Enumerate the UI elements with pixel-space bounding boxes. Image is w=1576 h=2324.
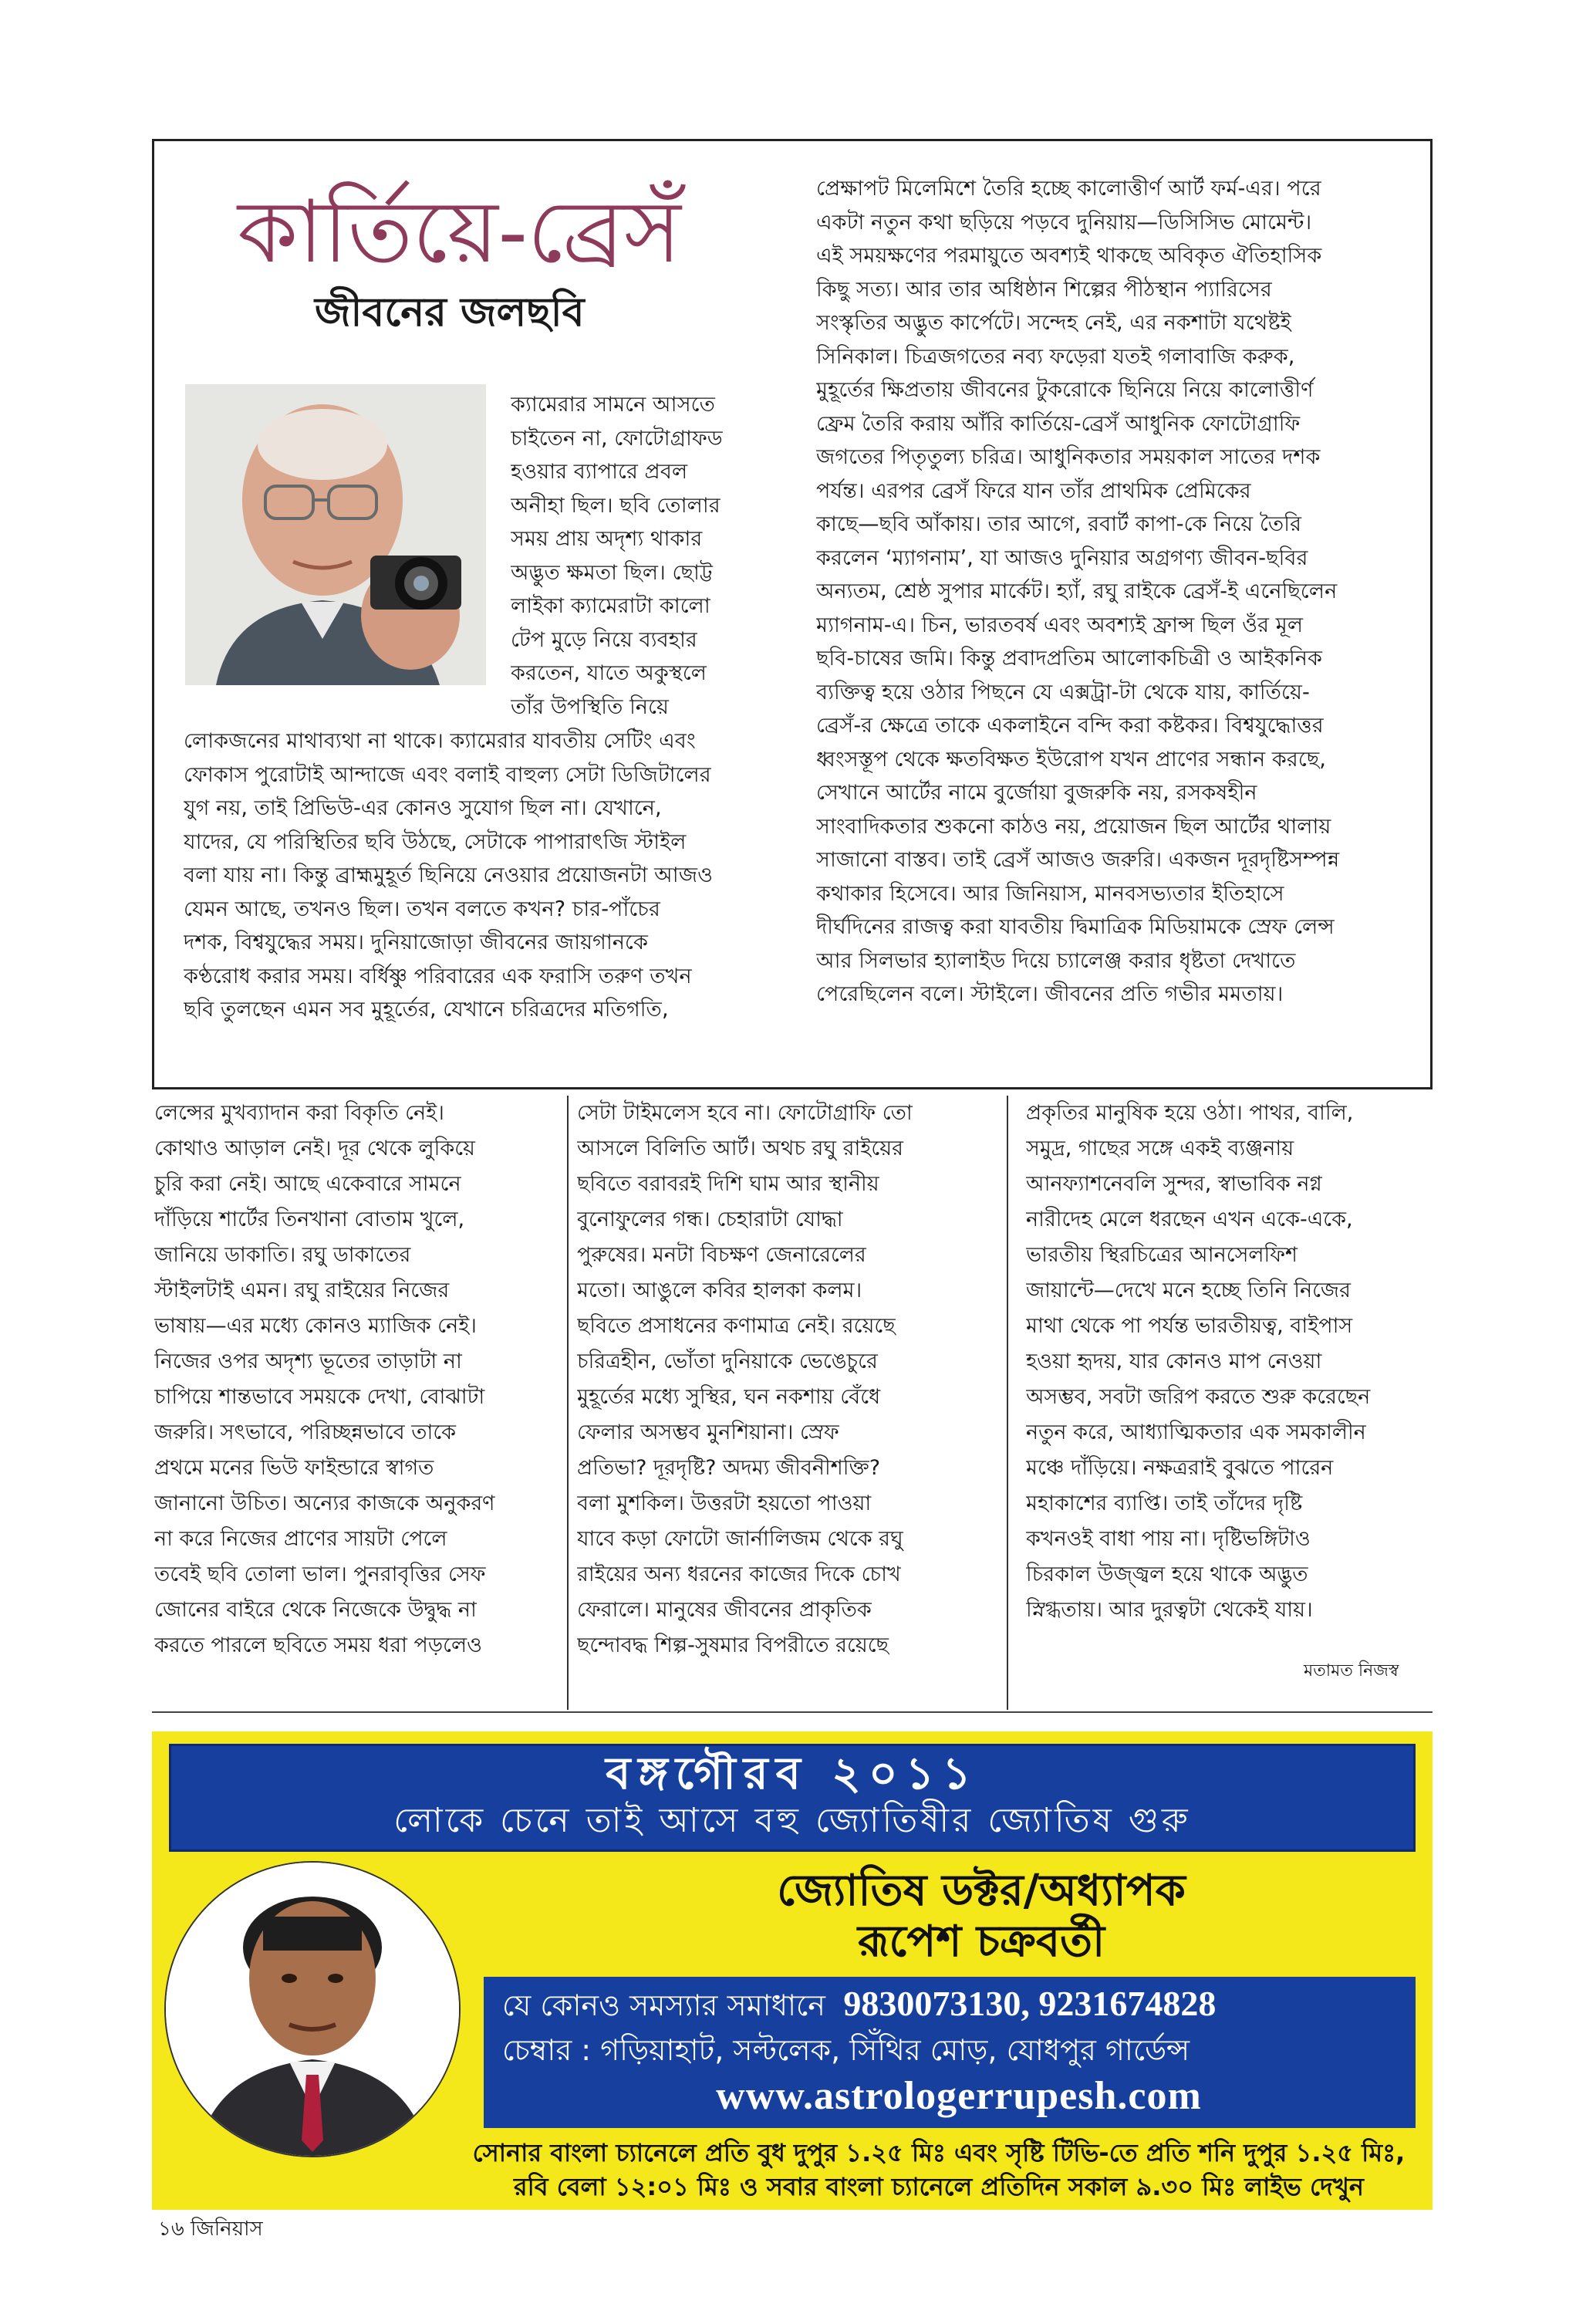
text-line: কখনওই বাধা পায় না। দৃষ্টিভঙ্গিটাও	[1026, 1527, 1311, 1551]
text-line: পর্যন্ত। এরপর ব্রেসঁ ফিরে যান তাঁর প্রাথমিক প্রেমিকের	[816, 478, 1251, 503]
text-line: ফোকাস পুরোটাই আন্দাজে এবং বলাই বাহুল্য সেটা ডিজিটালের	[184, 762, 711, 787]
text-line: কথাকার হিসেবে। আর জিনিয়াস, মানবসভ্যতার ইতিহাসে	[816, 881, 1284, 906]
text-line: ব্যক্তিত্ব হয়ে ওঠার পিছনে যে এক্সট্রা-টা থেকে যায়, কার্তিয়ে-	[816, 680, 1310, 704]
text-line: জগতের পিতৃতুল্য চরিত্র। আধুনিকতার সময়কাল সাতের দশক	[816, 445, 1321, 469]
text-line: বুনোফুলের গন্ধ। চেহারাটা যোদ্ধা	[577, 1208, 843, 1231]
text-line: ফ্রেম তৈরি করায় আঁরি কার্তিয়ে-ব্রেসঁ আধুনিক ফোটোগ্রাফি	[816, 411, 1301, 436]
text-line: প্রথমে মনের ভিউ ফাইন্ডারে স্বাগত	[154, 1456, 434, 1480]
portrait-photo	[185, 384, 486, 685]
article-subtitle: জীবনের জলছবি	[315, 289, 585, 336]
text-line: ছবিতে বরাবরই দিশি ঘাম আর স্থানীয়	[577, 1172, 879, 1196]
text-line: দাঁড়িয়ে শার্টের তিনখানা বোতাম খুলে,	[154, 1208, 465, 1231]
text-line: কাছে—ছবি আঁকায়। তার আগে, রবার্ট কাপা-কে নিয়ে তৈরি	[816, 512, 1302, 536]
text-line: ভাষায়—এর মধ্যে কোনও ম্যাজিক নেই।	[154, 1314, 477, 1338]
column-divider	[567, 1096, 569, 1710]
text-line: করতে পারলে ছবিতে সময় ধরা পড়লেও	[154, 1633, 482, 1657]
text-line: সমুদ্র, গাছের সঙ্গে একই ব্যঞ্জনায়	[1026, 1137, 1294, 1160]
ad-website: www.astrologerrupesh.com	[716, 2074, 1202, 2118]
text-line: আর সিলভার হ্যালাইড দিয়ে চ্যালেঞ্জ করার ধৃষ্টতা দেখাতে	[816, 948, 1296, 973]
text-line: তবেই ছবি তোলা ভাল। পুনরাবৃত্তির সেফ	[154, 1562, 486, 1586]
ad-band-tagline: লোকে চেনে তাই আসে বহু জ্যোতিষীর জ্যোতিষ গুরু	[393, 1801, 1191, 1840]
text-line: প্রকৃতির মানুষিক হয়ে ওঠা। পাথর, বালি,	[1026, 1101, 1354, 1125]
text-line: পেরেছিলেন বলে। স্টাইলে। জীবনের প্রতি গভীর মমতায়।	[816, 982, 1284, 1006]
text-line: বলা যায় না। কিন্তু ব্রাহ্মমুহূর্ত ছিনিয়ে নেওয়ার প্রয়োজনটা আজও	[184, 863, 714, 887]
text-line: করতেন, যাতে অকুস্থলে	[511, 661, 707, 685]
text-line: জায়ান্টে—দেখে মনে হচ্ছে তিনি নিজের	[1026, 1279, 1351, 1302]
text-line: না করে নিজের প্রাণের সায়টা পেলে	[154, 1527, 447, 1551]
text-line: সময় প্রায় অদৃশ্য থাকার	[511, 527, 703, 551]
text-line: জরুরি। সৎভাবে, পরিচ্ছন্নভাবে তাকে	[154, 1420, 457, 1444]
text-line: প্রতিভা? দূরদৃষ্টি? অদম্য জীবনীশক্তি?	[577, 1456, 881, 1480]
text-line: সাংবাদিকতার শুকনো কাঠও নয়, প্রয়োজন ছিল আর্টের থালায়	[816, 814, 1331, 839]
text-line: নতুন করে, আধ্যাত্মিকতার এক সমকালীন	[1026, 1420, 1366, 1444]
text-line: অদ্ভুত ক্ষমতা ছিল। ছোট্ট	[511, 560, 714, 585]
text-line: হওয়া হৃদয়, যার কোনও মাপ নেওয়া	[1026, 1349, 1322, 1373]
text-line: ক্যামেরার সামনে আসতে	[511, 393, 715, 417]
article-intro-wide	[184, 725, 801, 1027]
ad-astrologer-name: রূপেশ চক্রবর্তী	[857, 1917, 1105, 1967]
text-line: সাজানো বাস্তব। তাই ব্রেসঁ আজও জরুরি। একজন দূরদৃষ্টিসম্পন্ন	[816, 848, 1340, 872]
text-line: কিছু সত্য। আর তার অধিষ্ঠান শিল্পের পীঠস্থান প্যারিসের	[816, 277, 1272, 302]
text-line: চরিত্রহীন, ভোঁতা দুনিয়াকে ভেঙেচুরে	[577, 1349, 878, 1373]
text-line: যাদের, যে পরিস্থিতির ছবি উঠছে, সেটাকে পাপারাৎজি স্টাইল	[184, 829, 687, 854]
text-line: ধ্বংসস্তূপ থেকে ক্ষতবিক্ষত ইউরোপ যখন প্রাণের সন্ধান করছে,	[816, 747, 1326, 772]
text-line: ছবি তুলছেন এমন সব মুহূর্তের, যেখানে চরিত্রদের মতিগতি,	[184, 998, 669, 1022]
text-line: নারীদেহ মেলে ধরছেন এখন একে-একে,	[1026, 1208, 1353, 1231]
article-intro-narrow	[511, 388, 786, 724]
text-line: জানানো উচিত। অন্যের কাজকে অনুকরণ	[154, 1491, 495, 1515]
text-line: যাবে কড়া ফোটো জার্নালিজম থেকে রঘু	[577, 1527, 903, 1551]
text-line: লাইকা ক্যামেরাটা কালো	[511, 594, 710, 618]
text-column-2	[577, 1096, 980, 1664]
text-line: লোকজনের মাথাব্যথা না থাকে। ক্যামেরার যাবতীয় সেটিং এবং	[184, 729, 696, 753]
text-line: অন্যতম, শ্রেষ্ঠ সুপার মার্কেট। হ্যাঁ, রঘু রাইকে ব্রেসঁ-ই এনেছিলেন	[816, 579, 1338, 603]
text-line: মাথা থেকে পা পর্যন্ত ভারতীয়ত্ব, বাইপাস	[1026, 1314, 1353, 1338]
text-line: চাইতেন না, ফোটোগ্রাফড	[511, 426, 723, 451]
text-line: সিনিকাল। চিত্রজগতের নব্য ফড়েরা যতই গলাবাজি করুক,	[816, 344, 1295, 369]
text-line: চাপিয়ে শান্তভাবে সময়কে দেখা, বোঝাটা	[154, 1385, 485, 1409]
text-line: আসলে বিলিতি আর্ট। অথচ রঘু রাইয়ের	[577, 1137, 903, 1160]
text-line: ব্রেসঁ-র ক্ষেত্রে তাকে একলাইনে বন্দি করা কষ্টকর। বিশ্বযুদ্ধোত্তর	[816, 714, 1324, 738]
text-line: দীর্ঘদিনের রাজত্ব করা যাবতীয় দ্বিমাত্রিক মিডিয়ামকে স্রেফ লেন্স	[816, 915, 1335, 939]
text-line: যুগ নয়, তাই প্রিভিউ-এর কোনও সুযোগ ছিল না। যেখানে,	[184, 796, 662, 820]
text-line: স্নিগ্ধতায়। আর দুরত্বটা থেকেই যায়।	[1026, 1598, 1313, 1622]
text-line: যেমন আছে, তখনও ছিল। তখন বলতে কখন? চার-পাঁচের	[184, 897, 660, 921]
text-line: তাঁর উপস্থিতি নিয়ে	[511, 694, 670, 719]
text-line: ফেলার অসম্ভব মুনশিয়ানা। স্রেফ	[577, 1420, 839, 1444]
text-line: টেপ মুড়ে নিয়ে ব্যবহার	[511, 627, 697, 652]
horizontal-divider	[152, 1711, 1433, 1713]
ad-header-band	[169, 1744, 1416, 1852]
text-line: ভারতীয় স্থিরচিত্রের আনসেলফিশ	[1026, 1243, 1298, 1267]
text-line: আনফ্যাশনেবলি সুন্দর, স্বাভাবিক নগ্ন	[1026, 1172, 1322, 1196]
text-line: মহাকাশের ব্যাপ্তি। তাই তাঁদের দৃষ্টি	[1026, 1491, 1303, 1515]
ad-contact-box	[484, 1977, 1416, 2128]
article-title: কার্তিয়ে-ব্রেসঁ	[238, 182, 681, 282]
text-line: চিরকাল উজ্জ্বল হয়ে থাকে অদ্ভুত	[1026, 1562, 1308, 1586]
text-line: রাইয়ের অন্য ধরনের কাজের দিকে চোখ	[577, 1562, 901, 1586]
text-column-3	[1026, 1096, 1432, 1628]
column-divider	[1007, 1096, 1008, 1710]
text-line: অনীহা ছিল। ছবি তোলার	[511, 493, 721, 518]
text-line: সেখানে আর্টের নামে বুর্জোয়া বুজরুকি নয়, রসকষহীন	[816, 781, 1257, 805]
text-line: মুহূর্তের ক্ষিপ্রতায় জীবনের টুকরোকে ছিনিয়ে নিয়ে কালোত্তীর্ণ	[816, 378, 1314, 402]
ad-phone-label: যে কোনও সমস্যার সমাধানে	[502, 1988, 825, 2022]
ad-schedule-line: সোনার বাংলা চ্যানেলে প্রতি বুধ দুপুর ১.২৫ মিঃ এবং সৃষ্টি টিভি-তে প্রতি শনি দুপুর ১.২৫ মিঃ,	[472, 2138, 1406, 2167]
text-line: জোনের বাইরে থেকে নিজেকে উদ্বুদ্ধ না	[154, 1598, 477, 1622]
text-line: হওয়ার ব্যাপারে প্রবল	[511, 460, 688, 484]
text-line: মতো। আঙুলে কবির হালকা কলম।	[577, 1279, 862, 1302]
ad-chamber-locations: চেম্বার : গড়িয়াহাট, সল্টলেক, সিঁথির মোড়, যোধপুর গার্ডেন্স	[502, 2033, 1190, 2067]
text-line: এই সময়ক্ষণের পরমায়ুতে অবশ্যই থাকছে অবিকৃত ঐতিহাসিক	[816, 244, 1322, 268]
text-line: করলেন ‘ম্যাগনাম’, যা আজও দুনিয়ার অগ্রগণ্য জীবন-ছবির	[816, 546, 1308, 570]
text-line: বলা মুশকিল। উত্তরটা হয়তো পাওয়া	[577, 1491, 872, 1515]
text-line: ম্যাগনাম-এ। চিন, ভারতবর্ষ এবং অবশ্যই ফ্রান্স ছিল ওঁর মূল	[816, 613, 1304, 637]
text-line: মঞ্চে দাঁড়িয়ে। নক্ষত্ররাই বুঝতে পারেন	[1026, 1456, 1334, 1480]
text-line: ছবি-চাষের জমি। কিন্তু প্রবাদপ্রতিম আলোকচিত্রী ও আইকনিক	[816, 647, 1323, 671]
ad-band-title: বঙ্গগৌরব ২০১১	[606, 1747, 979, 1799]
text-line: লেন্সের মুখব্যাদান করা বিকৃতি নেই।	[154, 1101, 444, 1125]
text-line: ছবিতে প্রসাধনের কণামাত্র নেই। রয়েছে	[577, 1314, 896, 1338]
text-line: স্টাইলটাই এমন। রঘু রাইয়ের নিজের	[154, 1279, 450, 1302]
astrologer-photo	[164, 1861, 461, 2157]
text-line: প্রেক্ষাপট মিলেমিশে তৈরি হচ্ছে কালোত্তীর্ণ আর্ট ফর্ম-এর। পরে	[816, 177, 1321, 201]
page-folio: ১৬ জিনিয়াস	[158, 2218, 263, 2241]
text-line: দশক, বিশ্বযুদ্ধের সময়। দুনিয়াজোড়া জীবনের জায়গানকে	[184, 931, 649, 954]
text-line: কোথাও আড়াল নেই। দূর থেকে লুকিয়ে	[154, 1137, 475, 1160]
text-line: কণ্ঠরোধ করার সময়। বর্ধিষ্ণু পরিবারের এক ফরাসি তরুণ তখন	[184, 964, 692, 988]
text-line: সেটা টাইমলেস হবে না। ফোটোগ্রাফি তো	[577, 1101, 913, 1125]
text-line: পুরুষের। মনটা বিচক্ষণ জেনারেলের	[577, 1243, 866, 1267]
text-line: নিজের ওপর অদৃশ্য ভূতের তাড়াটা না	[154, 1349, 462, 1373]
opinion-note: মতামত নিজস্ব	[1304, 1661, 1399, 1681]
article-right-column	[816, 172, 1410, 1012]
text-line: জানিয়ে ডাকাতি। রঘু ডাকাতের	[154, 1243, 411, 1267]
text-line: চুরি করা নেই। আছে একেবারে সামনে	[154, 1172, 461, 1196]
astrologer-advertisement	[152, 1731, 1433, 2210]
text-line: অসম্ভব, সবটা জরিপ করতে শুরু করেছেন	[1026, 1385, 1371, 1409]
ad-phone-numbers: 9830073130, 9231674828	[843, 1984, 1217, 2023]
text-line: মুহূর্তের মধ্যে সুস্থির, ঘন নকশায় বেঁধে	[577, 1385, 881, 1409]
ad-phone-line	[502, 1981, 1416, 2028]
text-line: একটা নতুন কথা ছড়িয়ে পড়বে দুনিয়ায়—ডিসিসিভ মোমেন্ট।	[816, 210, 1312, 235]
feature-article	[152, 139, 1433, 1089]
text-line: ফেরালে। মানুষের জীবনের প্রাকৃতিক	[577, 1598, 872, 1622]
ad-role: জ্যোতিষ ডক্টর/অধ্যাপক	[777, 1866, 1186, 1916]
ad-schedule-line: রবি বেলা ১২:০১ মিঃ ও সবার বাংলা চ্যানেলে প্রতিদিন সকাল ৯.৩০ মিঃ লাইভ দেখুন	[514, 2172, 1364, 2201]
text-line: ছন্দোবদ্ধ শিল্প-সুষমার বিপরীতে রয়েছে	[577, 1633, 889, 1657]
ad-broadcast-schedule	[461, 2136, 1417, 2204]
text-line: সংস্কৃতির অদ্ভুত কার্পেটে। সন্দেহ নেই, এর নকশাটা যথেষ্টই	[816, 311, 1291, 335]
text-column-1	[154, 1096, 557, 1664]
